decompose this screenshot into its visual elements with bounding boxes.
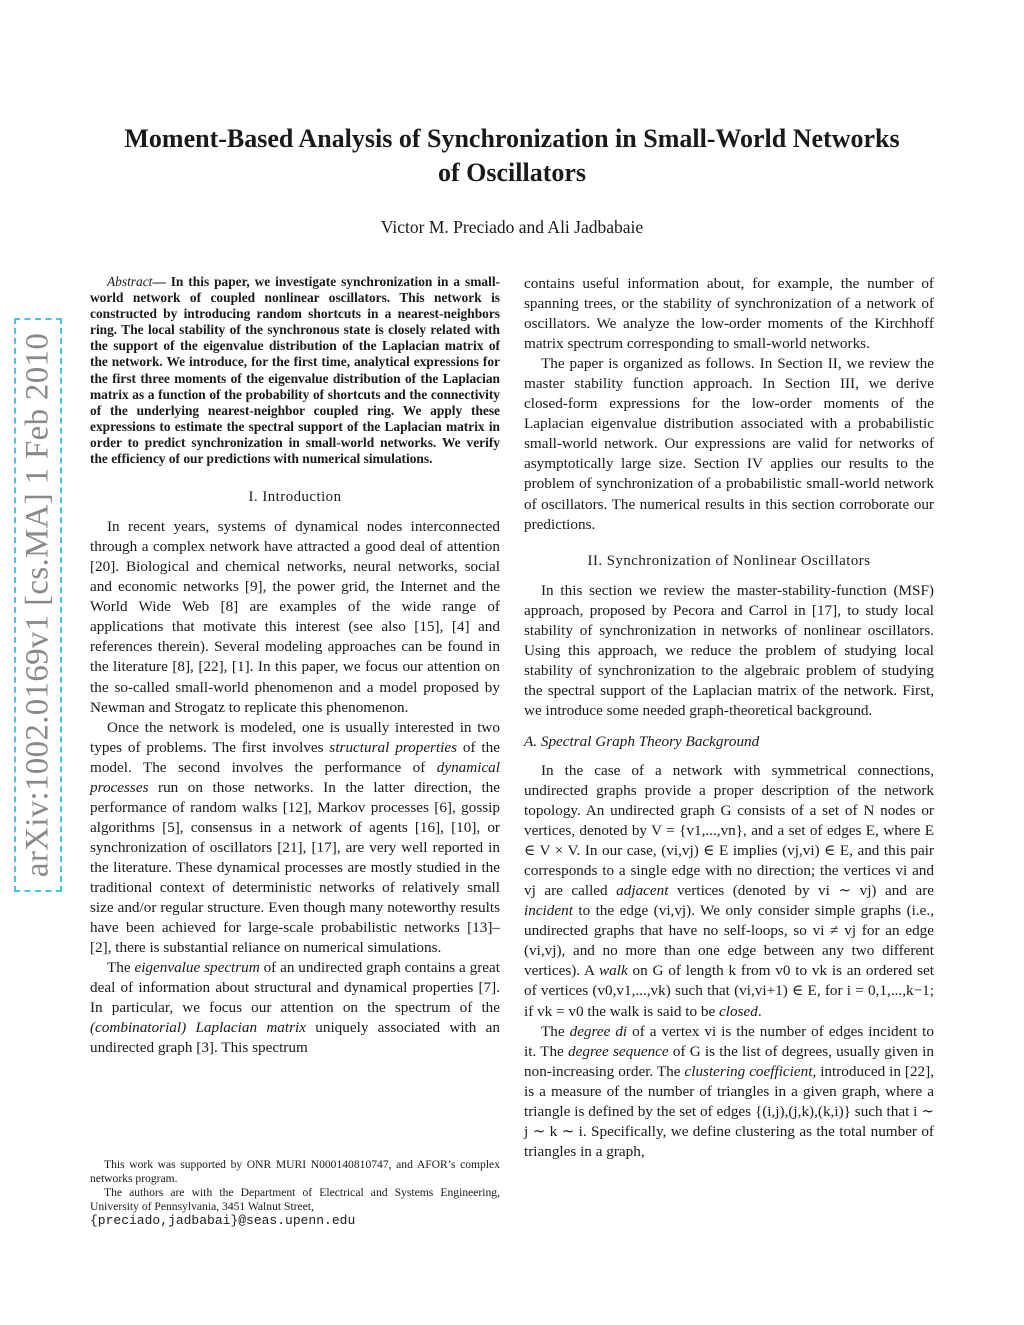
right-column [524,274,934,1162]
sec2-paragraph-2: In the case of a network with symmetrical connections, undirected graphs provide a proper description of the network topology. An undirected graph G consists of a set of N nodes or vertices, denoted by V = {v1,...,vn}, and a set of edges E, where E ∈ V × V. In our case, (vi,vj) ∈ E implies (vj,vi) ∈ E, and this pair corresponds to a single edge with no direction; the vertices vi and vj are called adjacent vertices (denoted by vi ∼ vj) and are incident to the edge (vi,vj). We only consider simple graphs (i.e., undirected graphs that have no self-loops, so vi ≠ vj for an edge (vi,vj), and no more than one edge between any two different vertices). A walk on G of length k from v0 to vk is an ordered set of vertices (v0,v1,...,vk) such that (vi,vi+1) ∈ E, for i = 0,1,...,k−1; if vk = v0 the walk is said to be closed. [524,761,934,1020]
title-line-1: Moment-Based Analysis of Synchronization in Small-World Networks [124,124,900,153]
arxiv-id: arXiv:1002.0169v1 [cs.MA] 1 Feb 2010 [19,332,56,878]
left-column [90,274,500,1058]
title-line-2: of Oscillators [437,158,587,187]
right-paragraph-2: The paper is organized as follows. In Section II, we review the master stability function approach. In Section III, we derive closed-form expressions for the low-order moments of the Laplacian eigenvalue distribution associated with a probabilistic small-world network. Our expressions are valid for networks of asymptotically large size. Section IV applies our results to the problem of synchronization of a probabilistic small-world network of oscillators. The numerical results in this section corroborate our predictions. [524,355,934,533]
paper-title [80,122,944,190]
subsection-heading-spectral: A. Spectral Graph Theory Background [524,732,760,750]
abstract-text: — In this paper, we investigate synchronization in a small-world network of coupled nonlinear oscillators. This network is constructed by introducing random shortcuts in a nearest-neighbors ring. The local stability of the synchronous state is closely related with the support of the eigenvalue distribution of the Laplacian matrix of the network. We introduce, for the first time, analytical expressions for the first three moments of the eigenvalue distribution of the Laplacian matrix as a function of the probability of shortcuts and the connectivity of the underlying nearest-neighbor coupled ring. We apply these expressions to estimate the spectral support of the Laplacian matrix in order to predict synchronization in small-world networks. We verify the efficiency of our predictions with numerical simulations. [90,274,500,467]
intro-paragraph-3: The eigenvalue spectrum of an undirected graph contains a great deal of information about structural and dynamical properties [7]. In particular, we focus our attention on the spectrum of the (combinatorial) Laplacian matrix uniquely associated with an undirected graph [3]. This spectrum [90,959,500,1057]
section-heading-synchronization: II. Synchronization of Nonlinear Oscillators [587,552,871,569]
abstract [90,274,500,467]
sec2-paragraph-1: In this section we review the master-stability-function (MSF) approach, proposed by Pecora and Carrol in [17], to study local stability of synchronization in networks of nonlinear oscillators. Using this approach, we reduce the problem of studying local stability of synchronization to the algebraic problem of studying the spectral support of the Laplacian matrix of the network. First, we introduce some needed graph-theoretical background. [524,581,934,719]
author-email: {preciado,jadbabai}@seas.upenn.edu [90,1213,356,1228]
abstract-label: Abstract [107,274,153,289]
footnote-funding: This work was supported by ONR MURI N000140810747, and AFOR’s complex networks program. [90,1158,500,1185]
arxiv-stamp [14,318,62,892]
footnotes [90,1158,500,1228]
intro-paragraph-1: In recent years, systems of dynamical nodes interconnected through a complex network have attracted a good deal of attention [20]. Biological and chemical networks, neural networks, social and economic networks [9], the power grid, the Internet and the World Wide Web [8] are examples of the wide range of applications that motivate this interest (see also [15], [4] and references therein). Several modeling approaches can be found in the literature [8], [22], [1]. In this paper, we focus our attention on the so-called small-world phenomenon and a model proposed by Newman and Strogatz to replicate this phenomenon. [90,518,500,716]
intro-paragraph-2: Once the network is modeled, one is usually interested in two types of problems. The first involves structural properties of the model. The second involves the performance of dynamical processes run on those networks. In the latter direction, the performance of random walks [12], Markov processes [6], gossip algorithms [5], consensus in a network of agents [16], [10], or synchronization of oscillators [21], [17], are very well reported in the literature. These dynamical processes are mostly studied in the traditional context of deterministic networks of relatively small size and/or regular structure. Even though many noteworthy results have been achieved for large-scale probabilistic networks [13]– [2], there is substantial reliance on numerical simulations. [90,718,500,957]
right-paragraph-1: contains useful information about, for example, the number of spanning trees, or the stability of synchronization of a network of oscillators. We analyze the low-order moments of the Kirchhoff matrix spectrum corresponding to small-world networks. [524,275,934,353]
footnote-affiliation: The authors are with the Department of Electrical and Systems Engineering, University of Pennsylvania, 3451 Walnut Street, {preciado,jadbabai}@seas.upenn.edu [90,1186,500,1228]
section-heading-introduction: I. Introduction [248,489,342,506]
sec2-paragraph-3: The degree di of a vertex vi is the number of edges incident to it. The degree sequence of G is the list of degrees, usually given in non-increasing order. The clustering coefficient, introduced in [22], is a measure of the number of triangles in a given graph, where a triangle is defined by the set of edges {(i,j),(j,k),(k,i)} such that i ∼ j ∼ k ∼ i. Specifically, we define clustering as the total number of triangles in a graph, [524,1022,934,1160]
authors: Victor M. Preciado and Ali Jadbabaie [380,217,644,237]
